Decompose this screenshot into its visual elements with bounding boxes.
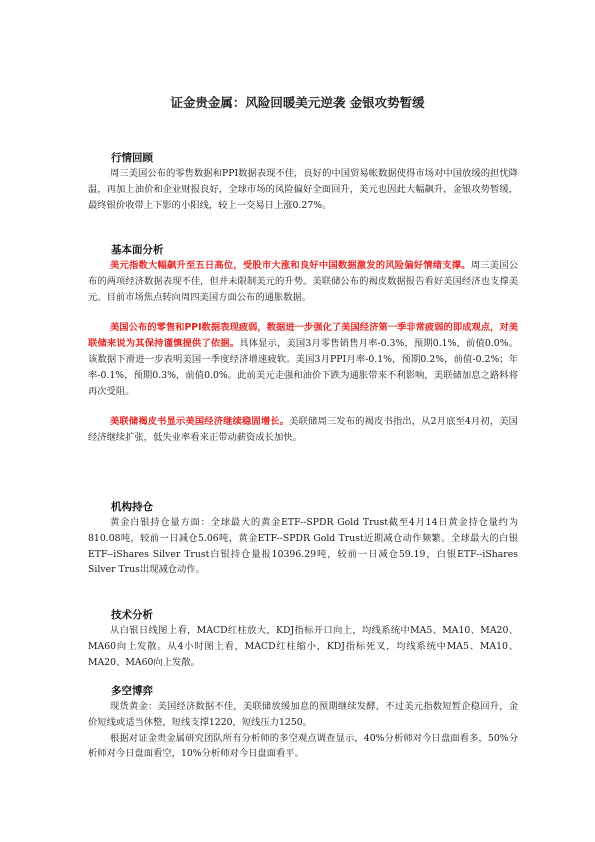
section-outlook xyxy=(88,684,518,762)
highlight-text: 美国公布的零售和PPI数据表现疲弱，数据进一步强化了美国经济第一季非常疲弱的即成观点，对美联储来说为其保持谨慎提供了依据。 xyxy=(88,322,518,350)
section-heading: 机构持仓 xyxy=(111,501,153,513)
highlight-text: 美联储褐皮书显示美国经济继续稳固增长。 xyxy=(110,416,290,428)
document-title: 证金贵金属：风险回暖美元逆袭 金银攻势暂缓 xyxy=(170,95,425,110)
section-holdings xyxy=(88,500,518,578)
paragraph xyxy=(88,320,518,399)
paragraph: 周三美国公布的零售数据和PPI数据表现不佳，良好的中国贸易帐数据使得市场对中国放缓的担忧降温，再加上油价和企业财报良好，全球市场的风险偏好全面回升，美元也因此大幅飙升，金银攻势暂缓，最终银价收带上下影的小阳线，较上一交易日上涨0.27%。 xyxy=(88,168,518,211)
paragraph: 根据对证金贵金属研究团队所有分析师的多空观点调查显示，40%分析师对今日盘面看多，50%分析师对今日盘面看空，10%分析师对今日盘面看平。 xyxy=(88,732,518,760)
highlight-text: 美元指数大幅飙升至五日高位，受股市大涨和良好中国数据激发的风险偏好情绪支撑。 xyxy=(110,260,471,271)
section-heading: 行情回顾 xyxy=(111,152,153,164)
paragraph xyxy=(88,258,518,305)
section-heading: 技术分析 xyxy=(111,609,153,621)
section-market-review xyxy=(88,151,518,213)
paragraph xyxy=(88,414,518,446)
section-heading: 多空博弈 xyxy=(111,685,153,697)
section-heading: 基本面分析 xyxy=(111,244,164,256)
body-text: 具体显示，美国3月零售销售月率-0.3%，预期0.1%，前值0.0%。该数据下滑进一步表明美国一季度经济增速疲软。美国3月PPI月率-0.1%，预期0.2%，前值-0.2%；年率-0.1%，预期0.3%，前值0.0%。此前美元走强和油价下跌为通胀带来不利影响，美联储加息之路料将再次受阻。 xyxy=(88,338,518,397)
section-fundamentals xyxy=(88,243,518,446)
paragraph: 黄金白银持仓量方面：全球最大的黄金ETF--SPDR Gold Trust截至4月14日黄金持仓量约为810.08吨，较前一日减仓5.06吨，黄金ETF--SPDR Gold Trust近期减仓动作频繁。全球最大的白银ETF--iShares Silver Trust白银持仓量报10396.29吨，较前一日减仓59.19，白银ETF--iShares Silver Trus出现减仓动作。 xyxy=(88,517,518,576)
paragraph: 现货黄金：美国经济数据不佳，美联储放缓加息的预期继续发酵，不过美元指数短暂企稳回升，金价短线或适当休整，短线支撑1220，短线压力1250。 xyxy=(88,701,518,728)
section-technical xyxy=(88,608,518,670)
body-text: 美联储周三发布的褐皮书指出，从2月底至4月初，美国经济继续扩张，低失业率看来正带动薪资成长加快。 xyxy=(88,416,518,444)
paragraph: 从白银日线图上看，MACD红柱放大，KDJ指标开口向上，均线系统中MA5、MA10、MA20、MA60向上发散。从4小时图上看，MACD红柱缩小，KDJ指标死叉，均线系统中MA5、MA10、MA20、MA60向上发散。 xyxy=(88,625,518,668)
body-text: 周三美国公布的两项经济数据表现不佳，但并未限制美元的升势。美联储公布的褐皮数据报告看好美国经济也支撑美元。目前市场焦点转向周四美国方面公布的通胀数据。 xyxy=(88,260,518,303)
